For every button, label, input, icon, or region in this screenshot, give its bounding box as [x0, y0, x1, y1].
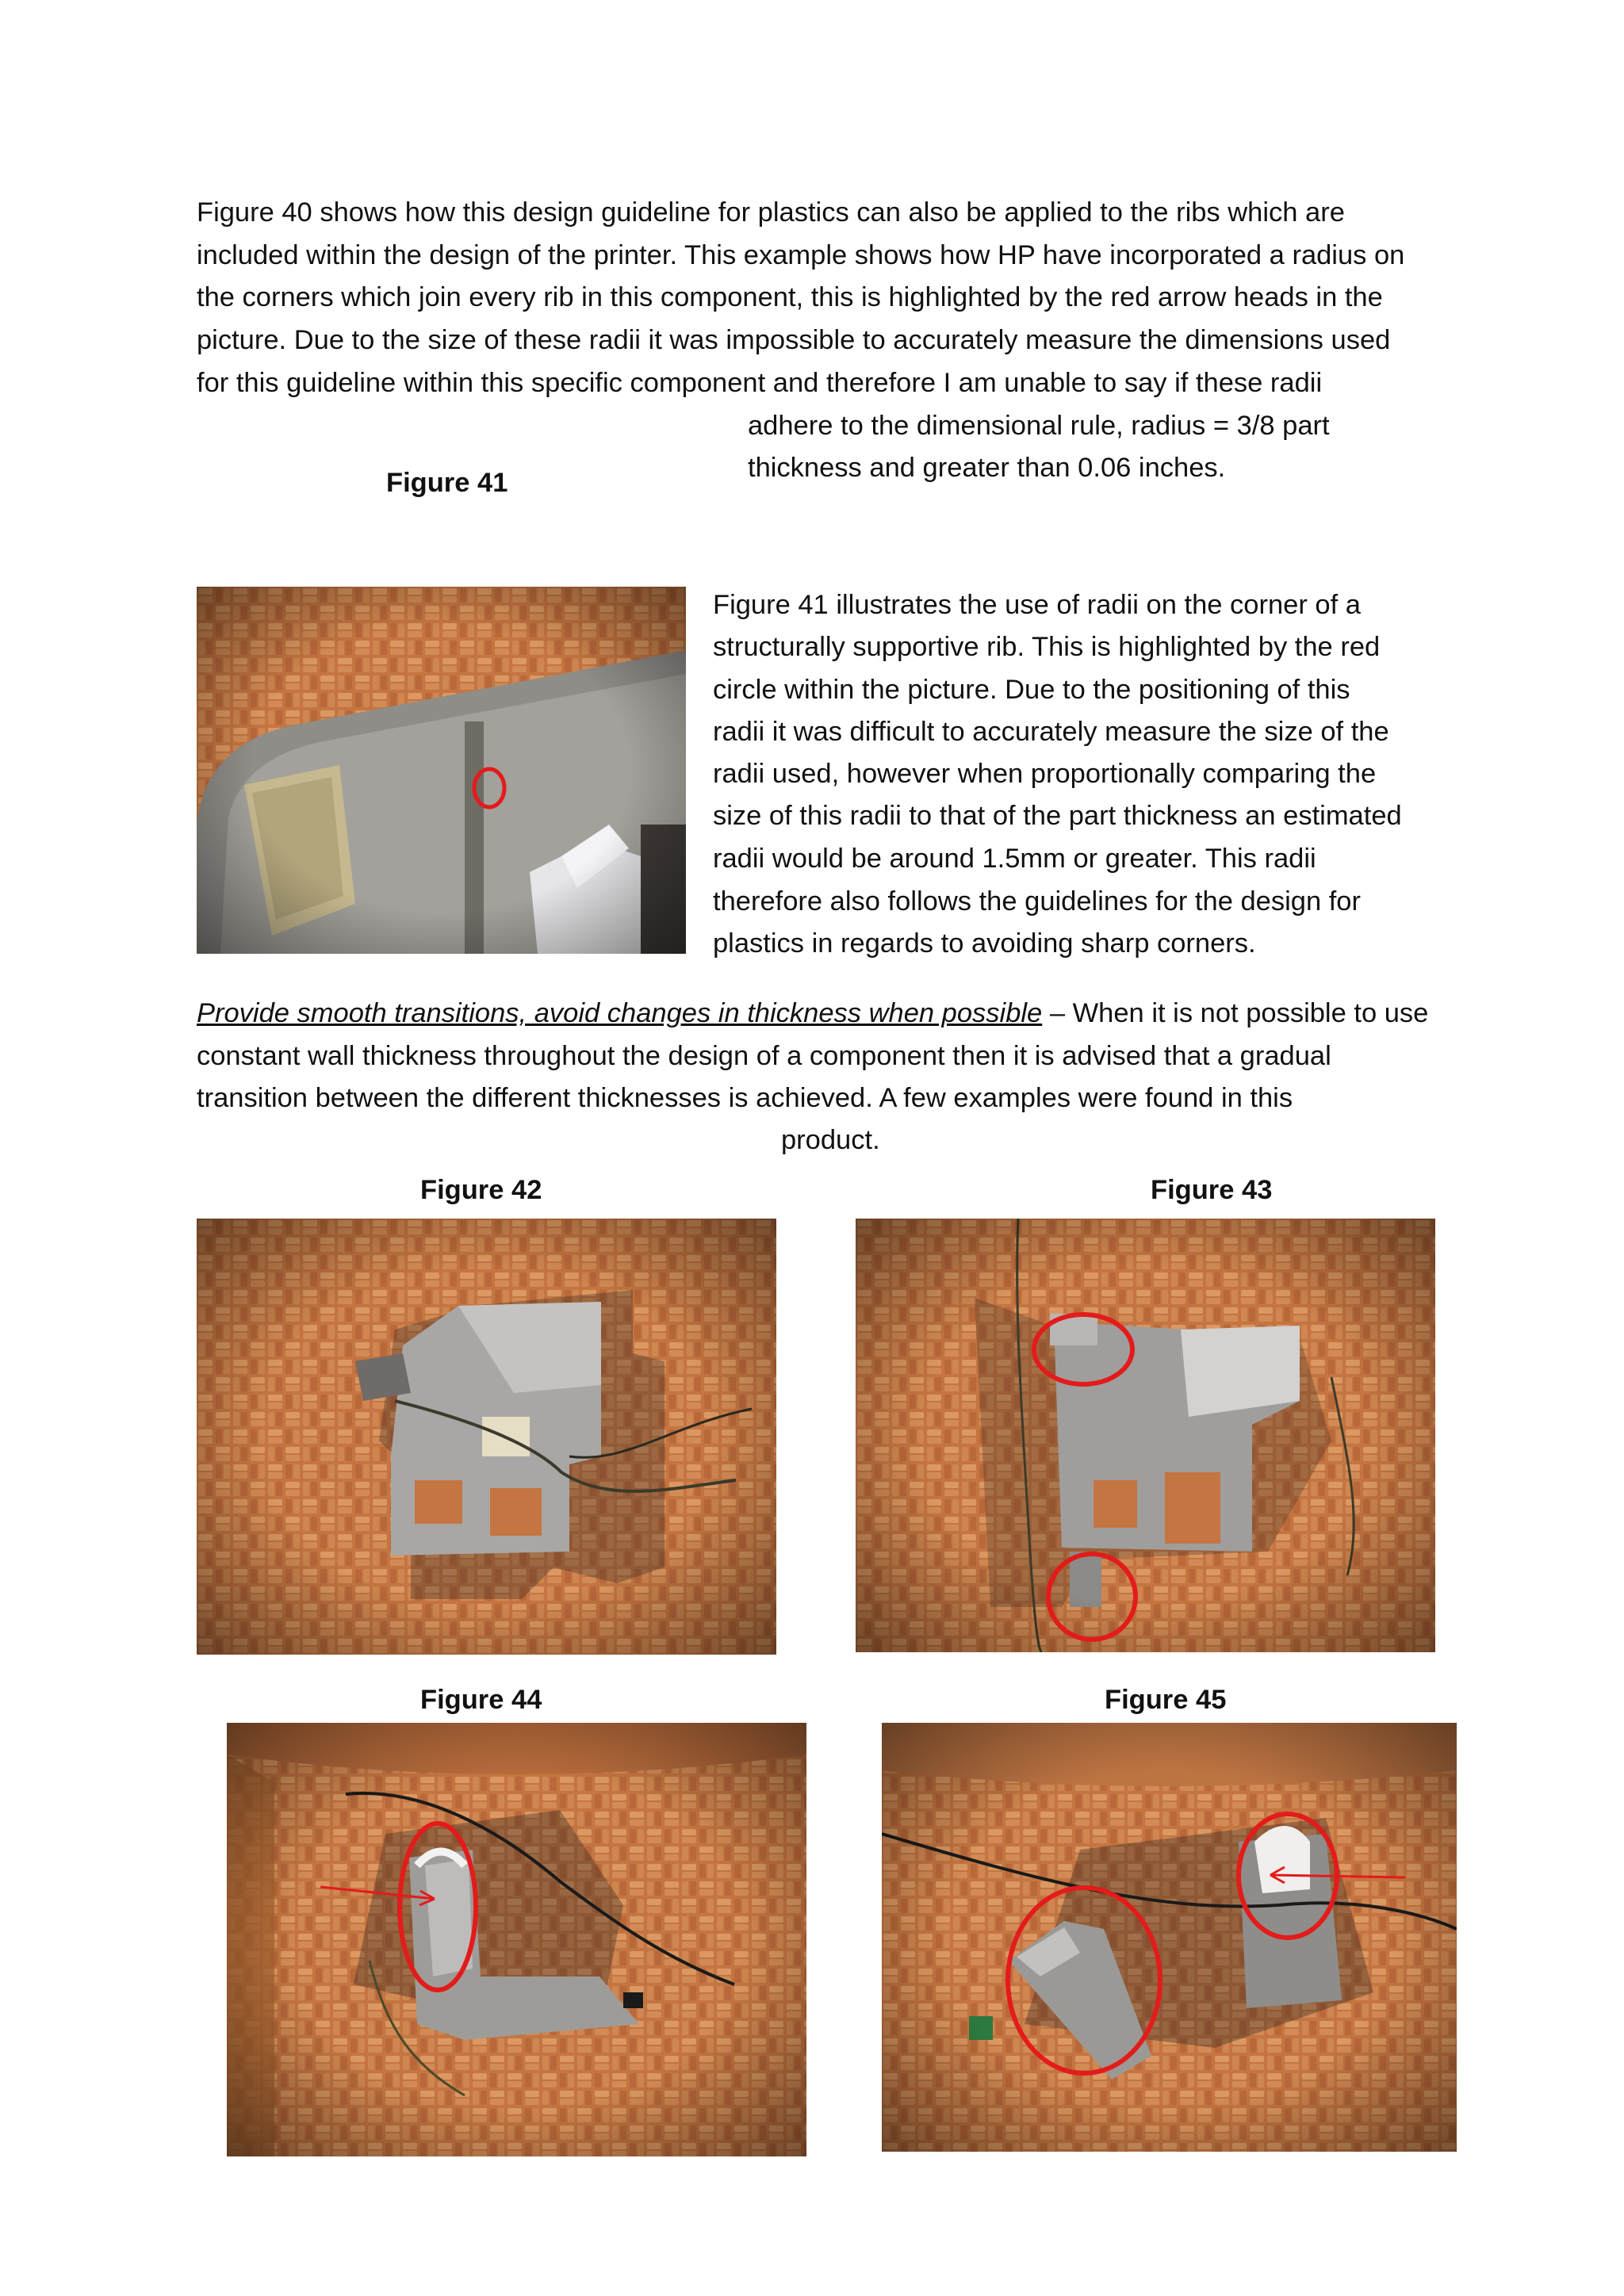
- smooth-transitions-line-4: product.: [781, 1125, 880, 1155]
- smooth-transitions-line-1: [197, 992, 1428, 1035]
- figure-41-caption: Figure 41: [386, 468, 508, 498]
- figure-45-caption: Figure 45: [1105, 1685, 1227, 1715]
- fig41-text-line-8: therefore also follows the guidelines for the design for: [713, 886, 1361, 916]
- smooth-transitions-heading: Provide smooth transitions, avoid changes in thickness when possible: [197, 998, 1043, 1028]
- intro-line-5: for this guideline within this specific component and therefore I am unable to say if these radii: [197, 368, 1323, 398]
- smooth-transitions-rest: – When it is not possible to use: [1042, 998, 1429, 1028]
- fig41-text-line-2: structurally supportive rib. This is highlighted by the red: [713, 632, 1381, 662]
- intro-line-6: adhere to the dimensional rule, radius = 3/8 part: [748, 411, 1330, 441]
- figure-42-caption: Figure 42: [420, 1175, 542, 1205]
- smooth-transitions-line-3: transition between the different thicknesses is achieved. A few examples were found in this: [197, 1083, 1293, 1113]
- intro-line-1: Figure 40 shows how this design guideline for plastics can also be applied to the ribs which are: [197, 197, 1345, 228]
- figure-43-caption: Figure 43: [1151, 1175, 1273, 1205]
- intro-line-4: picture. Due to the size of these radii it was impossible to accurately measure the dimensions used: [197, 325, 1391, 355]
- intro-line-3: the corners which join every rib in this component, this is highlighted by the red arrow heads in the: [197, 282, 1383, 312]
- fig41-text-line-6: size of this radii to that of the part thickness an estimated: [713, 801, 1402, 831]
- fig41-text-line-7: radii would be around 1.5mm or greater. This radii: [713, 844, 1316, 874]
- intro-line-2: included within the design of the printer. This example shows how HP have incorporated a radius on: [197, 240, 1405, 270]
- intro-line-7: thickness and greater than 0.06 inches.: [748, 453, 1226, 483]
- fig41-text-line-9: plastics in regards to avoiding sharp corners.: [713, 928, 1256, 959]
- figure-43-image: [856, 1219, 1435, 1652]
- figure-42-image: [197, 1219, 776, 1655]
- fig41-text-line-3: circle within the picture. Due to the positioning of this: [713, 675, 1350, 705]
- smooth-transitions-line-2: constant wall thickness throughout the design of a component then it is advised that a gradual: [197, 1041, 1331, 1071]
- fig41-text-line-5: radii used, however when proportionally comparing the: [713, 759, 1377, 789]
- figure-44-image: [227, 1723, 806, 2156]
- fig41-text-line-1: Figure 41 illustrates the use of radii on the corner of a: [713, 590, 1361, 620]
- figure-41-image: [197, 587, 686, 954]
- figure-45-image: [882, 1723, 1457, 2152]
- figure-44-caption: Figure 44: [420, 1685, 542, 1715]
- fig41-text-line-4: radii it was difficult to accurately measure the size of the: [713, 717, 1389, 747]
